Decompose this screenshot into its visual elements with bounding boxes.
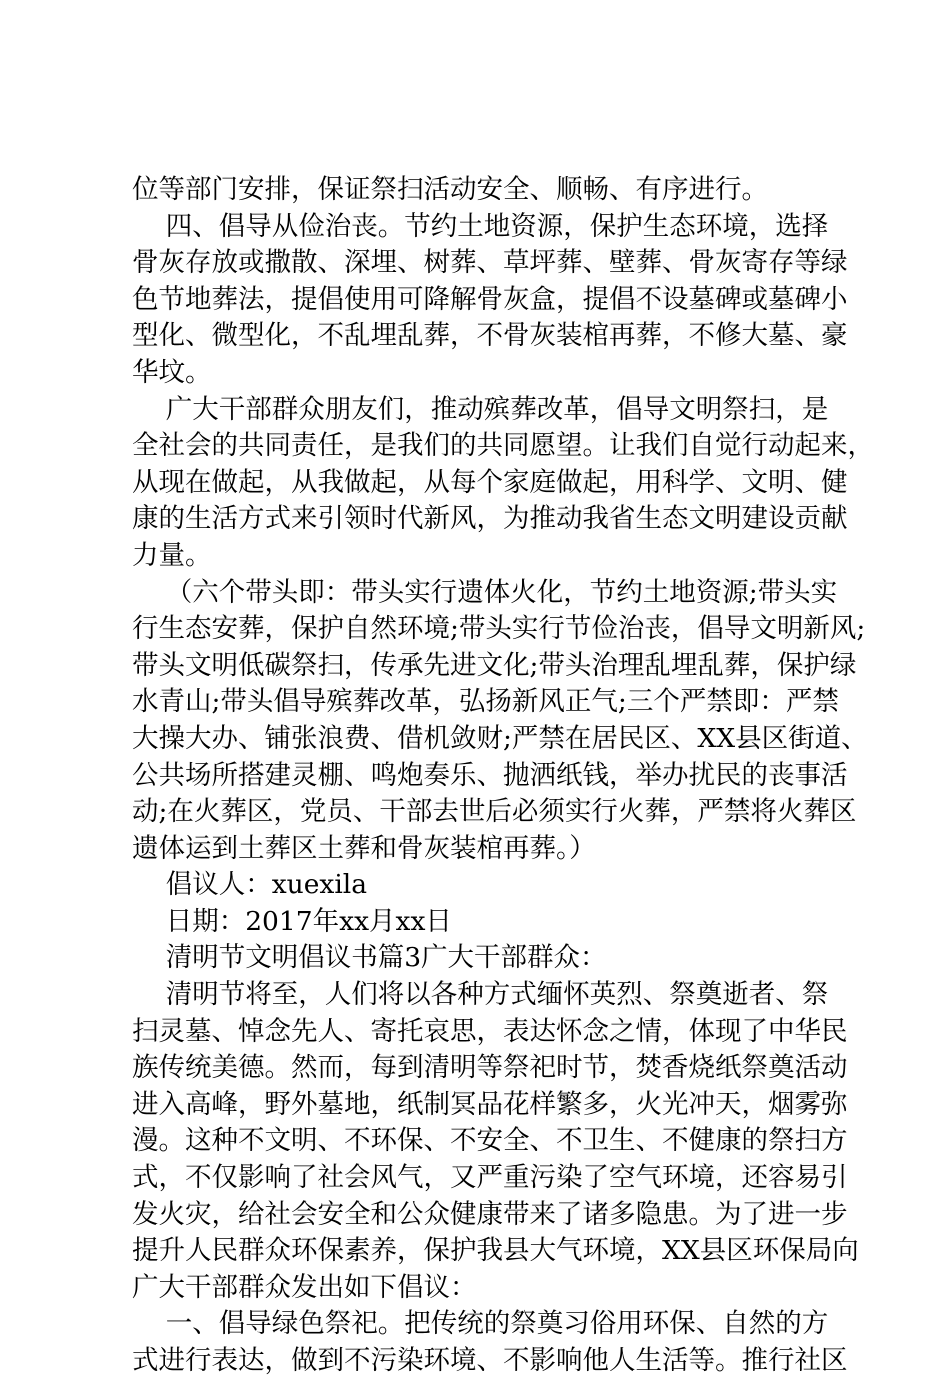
text-line: 康的生活方式来引领时代新风，为推动我省生态文明建设贡献 bbox=[132, 503, 848, 535]
text-line: 位等部门安排，保证祭扫活动安全、顺畅、有序进行。 bbox=[132, 174, 768, 205]
text-line: 扫灵墓、悼念先人、寄托哀思，表达怀念之情，体现了中华民 bbox=[132, 1015, 848, 1047]
text-line: 广大干部群众发出如下倡议： bbox=[132, 1271, 477, 1303]
text-line: 族传统美德。然而，每到清明等祭祀时节，焚香烧纸祭奠活动 bbox=[132, 1052, 848, 1084]
text-line: 公共场所搭建灵棚、鸣炮奏乐、抛洒纸钱，举办扰民的丧事活 bbox=[132, 759, 848, 791]
text-line: 清明节将至，人们将以各种方式缅怀英烈、祭奠逝者、祭 bbox=[132, 979, 829, 1011]
text-line: 发火灾，给社会安全和公众健康带来了诸多隐患。为了进一步 bbox=[132, 1198, 848, 1230]
text-line: 力量。 bbox=[132, 539, 212, 571]
text-line: 大操大办、铺张浪费、借机敛财;严禁在居民区、XX县区街道、 bbox=[132, 722, 868, 754]
text-line: 广大干部群众朋友们，推动殡葬改革，倡导文明祭扫，是 bbox=[132, 393, 829, 425]
text-line: 全社会的共同责任，是我们的共同愿望。让我们自觉行动起来， bbox=[132, 430, 874, 462]
text-line: 带头文明低碳祭扫，传承先进文化;带头治理乱埋乱葬，保护绿 bbox=[132, 649, 857, 681]
text-line: 四、倡导从俭治丧。节约土地资源，保护生态环境，选择 bbox=[132, 210, 829, 242]
text-line: 进入高峰，野外墓地，纸制冥品花样繁多，火光冲天，烟雾弥 bbox=[132, 1088, 848, 1120]
text-line: （六个带头即：带头实行遗体火化，节约土地资源;带头实 bbox=[132, 576, 838, 608]
text-line: 水青山;带头倡导殡葬改革，弘扬新风正气;三个严禁即：严禁 bbox=[132, 686, 839, 718]
text-line: 一、倡导绿色祭祀。把传统的祭奠习俗用环保、自然的方 bbox=[132, 1308, 829, 1340]
text-line: 骨灰存放或撒散、深埋、树葬、草坪葬、壁葬、骨灰寄存等绿 bbox=[132, 247, 848, 279]
text-line: 行生态安葬，保护自然环境;带头实行节俭治丧，倡导文明新风; bbox=[132, 613, 866, 645]
text-line: 从现在做起，从我做起，从每个家庭做起，用科学、文明、健 bbox=[132, 466, 848, 498]
text-line: 提升人民群众环保素养，保护我县大气环境，XX县区环保局向 bbox=[132, 1235, 859, 1267]
text-line: 华坟。 bbox=[132, 356, 212, 388]
text-line: 色节地葬法，提倡使用可降解骨灰盒，提倡不设墓碑或墓碑小 bbox=[132, 283, 848, 315]
initiator-line: 倡议人：xuexila bbox=[132, 869, 368, 901]
text-line: 型化、微型化，不乱埋乱葬，不骨灰装棺再葬，不修大墓、豪 bbox=[132, 320, 848, 352]
text-line: 动;在火葬区，党员、干部去世后必须实行火葬，严禁将火葬区 bbox=[132, 796, 857, 828]
section-heading-line: 清明节文明倡议书篇3广大干部群众： bbox=[132, 942, 607, 974]
date-line: 日期：2017年xx月xx日 bbox=[132, 905, 452, 937]
text-line: 式进行表达，做到不污染环境、不影响他人生活等。推行社区 bbox=[132, 1345, 848, 1376]
text-line: 式，不仅影响了社会风气，又严重污染了空气环境，还容易引 bbox=[132, 1162, 848, 1194]
text-line: 遗体运到土葬区土葬和骨灰装棺再葬。） bbox=[132, 832, 596, 864]
text-line: 漫。这种不文明、不环保、不安全、不卫生、不健康的祭扫方 bbox=[132, 1125, 848, 1157]
document-body bbox=[132, 172, 874, 1380]
